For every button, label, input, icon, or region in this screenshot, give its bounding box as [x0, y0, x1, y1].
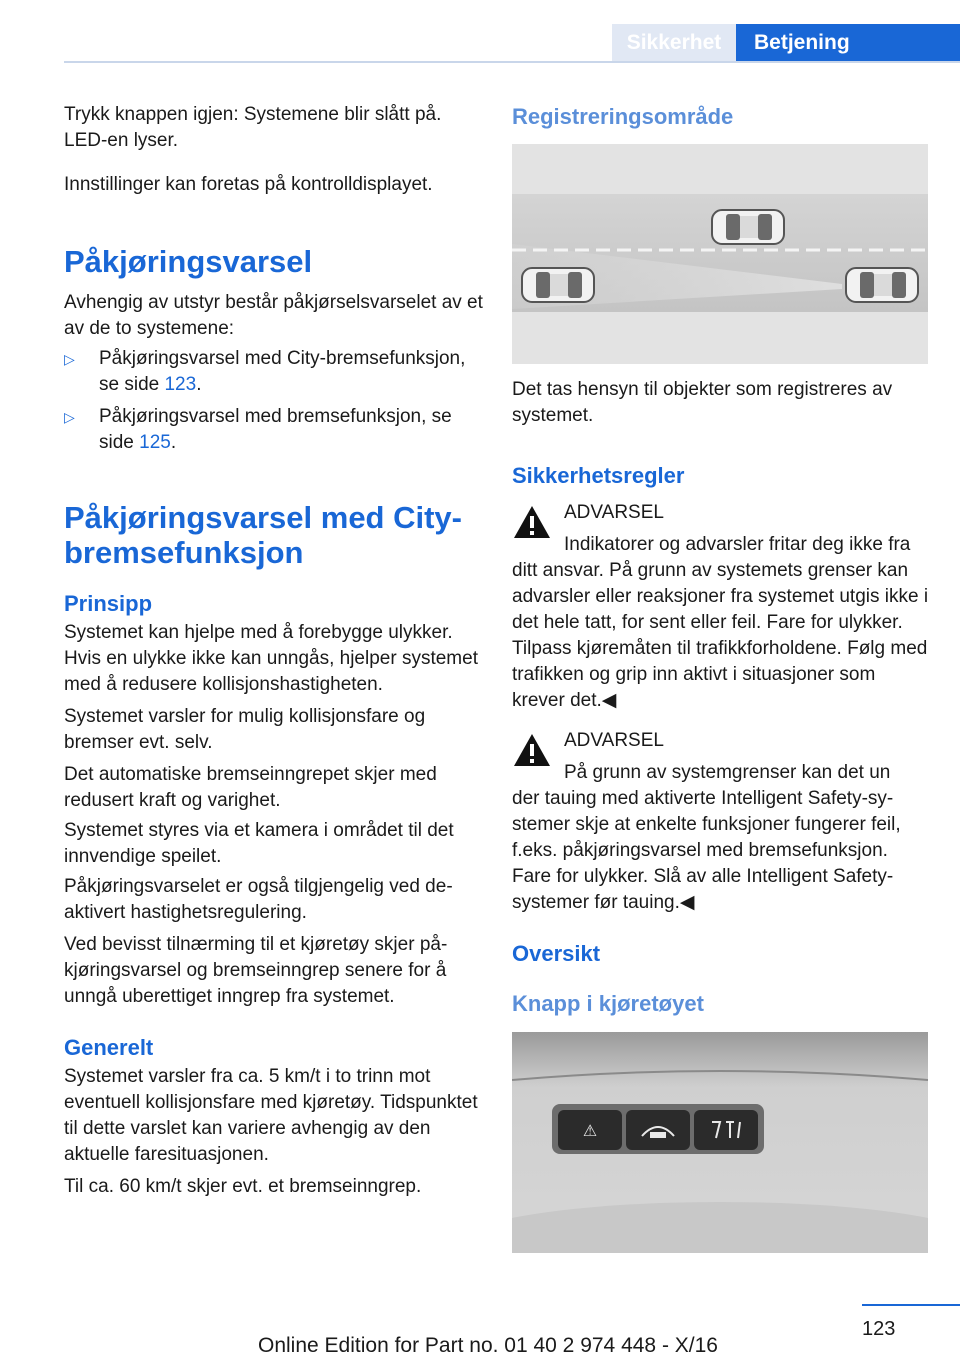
- prinsipp-paragraph-4: Systemet styres via et kamera i området til det innvendige speilet.: [64, 820, 454, 867]
- page-link-123[interactable]: 123: [164, 374, 197, 395]
- generelt-paragraph-2: Til ca. 60 km/t skjer evt. et bremseinngrep.: [64, 1176, 422, 1197]
- prinsipp-paragraph-3: Det automatiske bremseinngrepet skjer med redusert kraft og varighet.: [64, 764, 437, 811]
- warning-2-label: ADVARSEL: [564, 730, 664, 751]
- bullet-item-2: [64, 404, 484, 456]
- generelt-paragraph-1: Systemet varsler fra ca. 5 km/t i to trinn mot eventuell kollisjonsfare med kjøretøy. Tidspunktet til dette varslet kan variere avhengig av den aktuelle faresituasjonen.: [64, 1066, 478, 1165]
- car-icon: [712, 210, 784, 244]
- detection-area-illustration: [512, 144, 928, 364]
- heading-sikkerhetsregler: Sikkerhetsregler: [512, 463, 685, 488]
- bullet-item-1: [64, 346, 484, 398]
- figure-caption: Det tas hensyn til objekter som registreres av systemet.: [512, 379, 893, 426]
- prinsipp-paragraph-1: Systemet kan hjelpe med å forebygge ulykker. Hvis en ulykke ikke kan unngås, hjelper systemet med å redusere kollisjonshastigheten.: [64, 622, 478, 695]
- heading-generelt: Generelt: [64, 1035, 154, 1060]
- heading-city-bremsefunksjon: Påkjøringsvarsel med City-bremsefunksjon: [64, 500, 462, 570]
- heading-prinsipp: Prinsipp: [64, 591, 153, 616]
- intro-paragraph-1: Trykk knappen igjen: Systemene blir slått på. LED-en lyser.: [64, 104, 442, 151]
- warning-1-label: ADVARSEL: [564, 502, 664, 523]
- triangle-bullet-icon: ▷: [64, 409, 75, 425]
- heading-registreringsomrade: Registreringsområde: [512, 104, 734, 129]
- pakjoring-paragraph: Avhengig av utstyr består påkjørselsvarselet av et av de to systemene:: [64, 292, 483, 339]
- car-icon: [846, 268, 918, 302]
- detection-area-figure: [512, 144, 928, 364]
- intro-paragraph-2: Innstillinger kan foretas på kontrolldisplayet.: [64, 174, 433, 195]
- button-panel-photo: [512, 1032, 928, 1253]
- tab-chapter[interactable]: Betjening: [736, 24, 960, 62]
- heading-pakjoringsvarsel: Påkjøringsvarsel: [64, 244, 313, 279]
- warning-triangle-icon: [512, 732, 552, 768]
- car-icon: [522, 268, 594, 302]
- page-header: [0, 0, 960, 62]
- page-number: 123: [862, 1318, 896, 1340]
- heading-oversikt: Oversikt: [512, 941, 601, 966]
- tab-section[interactable]: Sikkerhet: [612, 24, 736, 62]
- prinsipp-paragraph-5: Påkjøringsvarselet er også tilgjengelig ved deaktivert hastighetsregulering.: [64, 876, 453, 923]
- bullet-text-2: Påkjøringsvarsel med bremsefunksjon, se side 125.: [99, 406, 452, 453]
- footer-rule: [862, 1304, 960, 1306]
- warning-1-text: ditt ansvar. På grunn av systemets grenser kan advarsler eller reaksjoner fra systemet utgis ikke i det hele tatt, for sent eller feil. Fare for ulykker. Tilpass kjøremåten til trafikkforholdene. Følg med trafikken og grip inn aktivt i situasjoner som krever det.◀: [512, 560, 929, 711]
- header-rule: [64, 61, 960, 63]
- button-panel-illustration: [512, 1032, 928, 1253]
- warning-triangle-icon: [512, 504, 552, 540]
- warning-2-text: der tauing med aktiverte Intelligent Safety-systemer skje at enkelte funksjoner fungerer feil, f.eks. påkjøringsvarsel med bremsefunksjon. Fare for ulykker. Slå av alle Intelligent Safety-systemer før tauing.◀: [512, 788, 901, 913]
- prinsipp-paragraph-2: Systemet varsler for mulig kollisjonsfare og bremser evt. selv.: [64, 706, 426, 753]
- edition-footer: Online Edition for Part no. 01 40 2 974 448 - X/16: [258, 1334, 718, 1357]
- bullet-text-1: Påkjøringsvarsel med City-bremsefunksjon, se side 123.: [99, 348, 466, 395]
- warning-1-first-line: Indikatorer og advarsler fritar deg ikke fra: [564, 534, 911, 555]
- heading-knapp-i-kjoretoyet: Knapp i kjøretøyet: [512, 991, 704, 1016]
- triangle-bullet-icon: ▷: [64, 351, 75, 367]
- prinsipp-paragraph-6: Ved bevisst tilnærming til et kjøretøy skjer påkjøringsvarsel og bremseinngrep senere for å unngå uberettiget inngrep fra systemet.: [64, 934, 448, 1007]
- warning-2-first-line: På grunn av systemgrenser kan det un: [564, 762, 891, 783]
- page-link-125[interactable]: 125: [139, 432, 171, 453]
- svg-text:⚠: ⚠: [582, 1121, 598, 1140]
